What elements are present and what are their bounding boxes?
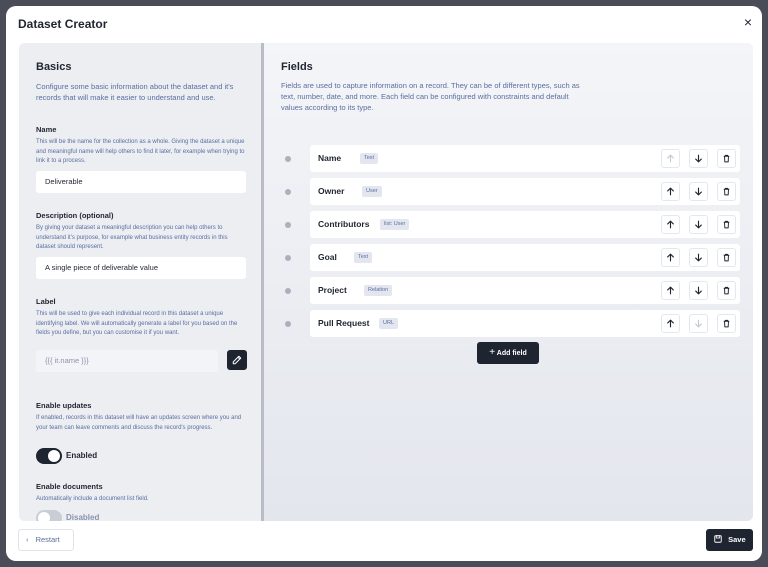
arrow-down-icon <box>694 319 703 328</box>
basics-heading: Basics <box>36 61 72 73</box>
save-icon <box>714 535 722 543</box>
name-help: This will be the name for the collection as a whole. Giving the dataset a unique and meaningful name will help others to find it later, for example when trying to link it to a process. <box>36 139 245 164</box>
fields-heading: Fields <box>281 61 313 73</box>
move-up-button[interactable] <box>661 149 680 168</box>
field-row[interactable] <box>310 277 740 304</box>
move-up-button[interactable] <box>661 215 680 234</box>
delete-field-button[interactable] <box>717 182 736 201</box>
description-help: By giving your dataset a meaningful description you can help others to understand it's purpose, for example what business entity records in this dataset should represent. <box>36 225 228 250</box>
description-label: Description (optional) <box>36 211 114 220</box>
field-name: Pull Request <box>318 318 370 328</box>
move-down-button[interactable] <box>689 182 708 201</box>
updates-state: Enabled <box>66 451 98 460</box>
modal-header <box>6 6 762 42</box>
drag-handle-icon[interactable] <box>285 189 291 195</box>
edit-label-button[interactable] <box>227 350 247 370</box>
field-name: Project <box>318 285 347 295</box>
arrow-down-icon <box>694 154 703 163</box>
add-field-label: Add field <box>496 350 527 357</box>
move-down-button[interactable] <box>689 248 708 267</box>
trash-icon <box>722 187 731 196</box>
trash-icon <box>722 220 731 229</box>
field-name: Goal <box>318 252 337 262</box>
updates-label: Enable updates <box>36 401 92 410</box>
trash-icon <box>722 253 731 262</box>
field-type-badge: Text <box>360 153 378 164</box>
record-label-input[interactable]: {{{ it.name }}} <box>36 350 218 372</box>
delete-field-button[interactable] <box>717 215 736 234</box>
documents-label: Enable documents <box>36 482 103 491</box>
arrow-up-icon <box>666 253 675 262</box>
arrow-down-icon <box>694 286 703 295</box>
drag-handle-icon[interactable] <box>285 255 291 261</box>
arrow-up-icon <box>666 286 675 295</box>
move-up-button[interactable] <box>661 314 680 333</box>
field-name: Contributors <box>318 219 370 229</box>
delete-field-button[interactable] <box>717 248 736 267</box>
drag-handle-icon[interactable] <box>285 156 291 162</box>
arrow-up-icon <box>666 187 675 196</box>
field-type-badge: URL <box>379 318 398 329</box>
field-name: Name <box>318 153 342 163</box>
arrow-down-icon <box>694 253 703 262</box>
modal-content <box>19 43 753 521</box>
restart-button[interactable] <box>18 529 74 551</box>
dataset-creator-modal <box>6 6 762 561</box>
move-down-button[interactable] <box>689 314 708 333</box>
description-input[interactable]: A single piece of deliverable value <box>36 257 246 279</box>
move-up-button[interactable] <box>661 281 680 300</box>
trash-icon <box>722 319 731 328</box>
drag-handle-icon[interactable] <box>285 288 291 294</box>
field-row[interactable] <box>310 211 740 238</box>
toggle-knob <box>38 512 50 521</box>
delete-field-button[interactable] <box>717 149 736 168</box>
close-icon: × <box>743 14 753 30</box>
save-button[interactable] <box>706 529 753 551</box>
documents-state: Disabled <box>66 513 100 521</box>
delete-field-button[interactable] <box>717 314 736 333</box>
move-up-button[interactable] <box>661 248 680 267</box>
save-label: Save <box>728 535 746 544</box>
name-input[interactable]: Deliverable <box>36 171 246 193</box>
field-type-badge: Relation <box>364 285 392 296</box>
name-label: Name <box>36 125 57 134</box>
move-up-button[interactable] <box>661 182 680 201</box>
fields-intro: Fields are used to capture information on a record. They can be of different types, such as text, number, date, and more. Each field can be configured with constraints and default values according to its type. <box>281 81 580 112</box>
drag-handle-icon[interactable] <box>285 321 291 327</box>
toggle-knob <box>48 450 60 462</box>
close-button[interactable] <box>740 14 756 30</box>
field-type-badge: User <box>362 186 382 197</box>
move-down-button[interactable] <box>689 149 708 168</box>
field-type-badge: Text <box>354 252 372 263</box>
basics-intro: Configure some basic information about the dataset and it's records that will make it easier to understand and use. <box>36 82 234 102</box>
trash-icon <box>722 154 731 163</box>
field-row[interactable] <box>310 145 740 172</box>
move-down-button[interactable] <box>689 281 708 300</box>
arrow-down-icon <box>694 220 703 229</box>
record-label-label: Label <box>36 297 56 306</box>
field-row[interactable] <box>310 310 740 337</box>
chevron-left-icon: ‹ <box>26 535 29 544</box>
record-label-help: This will be used to give each individual record in this dataset a unique identifying label. We will automatically generate a label for you based on the fields you define, but you can customise it if you want. <box>36 311 238 336</box>
field-type-badge: list: User <box>380 219 409 230</box>
field-row[interactable] <box>310 244 740 271</box>
arrow-up-icon <box>666 220 675 229</box>
add-field-button[interactable] <box>477 342 539 364</box>
delete-field-button[interactable] <box>717 281 736 300</box>
field-name: Owner <box>318 186 345 196</box>
drag-handle-icon[interactable] <box>285 222 291 228</box>
pencil-icon <box>232 355 242 365</box>
fields-panel <box>264 43 753 521</box>
trash-icon <box>722 286 731 295</box>
updates-toggle[interactable] <box>36 448 62 464</box>
plus-icon: + <box>489 347 496 358</box>
arrow-up-icon <box>666 154 675 163</box>
modal-title: Dataset Creator <box>18 17 108 31</box>
restart-label: Restart <box>35 535 60 544</box>
move-down-button[interactable] <box>689 215 708 234</box>
basics-panel[interactable] <box>19 43 261 521</box>
arrow-down-icon <box>694 187 703 196</box>
updates-help: If enabled, records in this dataset will have an updates screen where you and your team can leave comments and discuss the record's progress. <box>36 415 242 431</box>
documents-toggle[interactable] <box>36 510 62 521</box>
documents-help: Automatically include a document list field. <box>36 496 149 502</box>
field-row[interactable] <box>310 178 740 205</box>
arrow-up-icon <box>666 319 675 328</box>
